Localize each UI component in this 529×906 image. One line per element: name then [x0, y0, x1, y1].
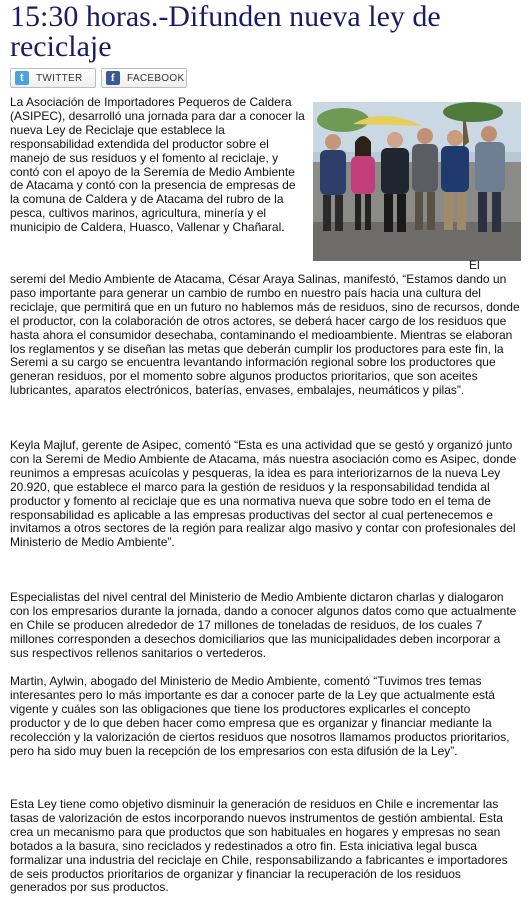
- facebook-icon: f: [106, 71, 120, 85]
- paragraph-specialists: Especialistas del nivel central del Ministerio de Medio Ambiente dictaron charlas y dialogaron con los empresarios durante la jornada, dando a conocer algunos datos como que actualmente en Chile se producen alrededor de 17 millones de toneladas de residuos, de los cuales 7 millones corresponden a desechos domiciliarios que las municipalidades deben incorporar a sus respectivos rellenos sanitarios o vertederos.: [10, 590, 517, 660]
- facebook-share-button[interactable]: [101, 68, 187, 88]
- paragraph-seremi-quote: seremi del Medio Ambiente de Atacama, César Araya Salinas, manifestó, “Estamos dando un paso importante para generar un cambio de rumbo en nuestro país hacia una cultura del reciclaje, que permitirá que en un futuro no hablemos más de residuos, sino de recursos, donde el productor, con la colaboración de otros actores, se deberá hacer cargo de los residuos que hasta ahora el consumidor desechaba, contaminando el medioambiente. Mientras se elaboran los reglamentos y se diseñan las metas que deberán cumplir los productores para este fin, la Seremi a su cargo se encuentra levantando información regional sobre los productores que generan residuos, por el momento sobre algunos productos prioritarios, que son aceites lubricantes, aparatos electrónicos, baterías, envases, embalajes, neumáticos y pilas”.: [10, 272, 520, 398]
- facebook-label: FACEBOOK: [127, 72, 185, 84]
- twitter-icon: t: [15, 71, 29, 85]
- article-photo: [313, 102, 521, 261]
- paragraph-asipec-quote: Keyla Majluf, gerente de Asipec, comentó “Esta es una actividad que se gestó y organizó junto con la Seremi de Medio Ambiente de Atacama, más nuestra asociación como es Asipec, donde reunimos a empresas acuícolas y pesqueras, la idea es para interiorizarnos de la nueva Ley 20.920, que establece el marco para la gestión de residuos y la responsabilidad tendida al productor y fomento al reciclaje que es una normativa nueva que sobre todo en el tema de responsabilidad es aplicable a las empresas productivas del sector al cual pertenecemos e invitamos a otros sectores de la región para realizar algo masivo y contar con profesionales del Ministerio de Medio Ambiente”.: [10, 438, 517, 550]
- twitter-share-button[interactable]: [10, 68, 96, 88]
- twitter-label: TWITTER: [36, 72, 83, 84]
- paragraph-law-objective: Esta Ley tiene como objetivo disminuir la generación de residuos en Chile e incrementar las tasas de valorización de estos incorporando nuevos instrumentos de gestión ambiental. Esta crea un mecanismo para que productos que son habituales en hogares y empresas no sean botados a la basura, sino reciclados y redestinados a otro fin. Esta iniciativa legal busca formalizar una industria del reciclaje en Chile, responsabilizando a fabricantes e importadores de seis productos prioritarios de organizar y financiar la recuperación de los residuos generados por sus productos.: [10, 797, 508, 895]
- paragraph-ministry-quote: Martin, Aylwin, abogado del Ministerio de Medio Ambiente, comentó “Tuvimos tres temas interesantes pero lo más importante es dar a conocer parte de la Ley que actualmente está vigente y cuáles son las obligaciones que tiene los productores explicarles el concepto productor y de lo que deben hacer como empresa que es organizar y financiar mediante la recolección y la valorización de ciertos residuos que nosotros llamamos productos prioritarios, pero ha sido muy buen la recepción de los empresarios con esta difusión de la Ley”.: [10, 674, 510, 758]
- paragraph-intro: La Asociación de Importadores Pequeros de Caldera (ASIPEC), desarrolló una jornada para dar a conocer la nueva Ley de Reciclaje que establece la responsabilidad extendida del productor sobre el manejo de sus residuos y el fomento al reciclaje, y contó con el apoyo de la Seremía de Medio Ambiente de Atacama y contó con la presencia de empresas de la comuna de Caldera y de Atacama del rubro de la pesca, cultivos marinos, agricultura, minería y el municipio de Caldera, Huasco, Vallenar y Chañaral.: [10, 95, 305, 235]
- article-title: 15:30 horas.-Difunden nueva ley de reciclaje: [10, 0, 441, 63]
- paragraph-fragment: El: [469, 258, 480, 272]
